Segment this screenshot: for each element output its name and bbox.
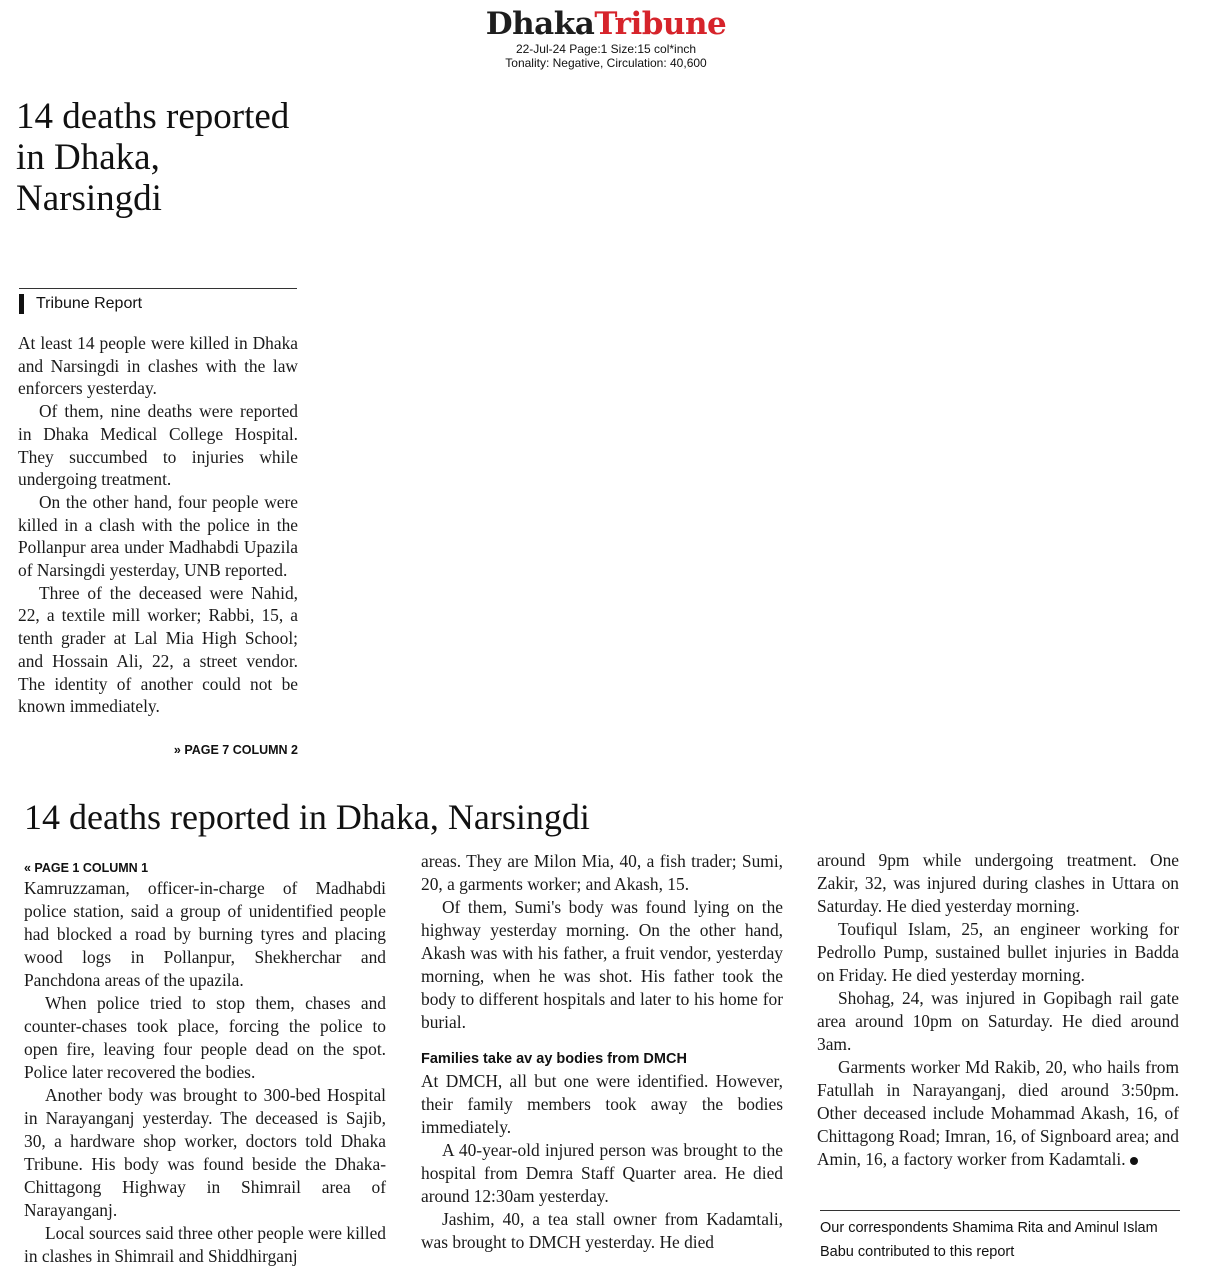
front-paragraph: Three of the deceased were Nahid, 22, a textile mill worker; Rabbi, 15, a tenth grader at Lal Mia High School; and Hossain Ali, 22, a street vendor. The identity of another could not be known immediately. bbox=[18, 582, 298, 717]
logo-tribune-text: Tribune bbox=[594, 6, 727, 42]
clipping-meta-tonality: Tonality: Negative, Circulation: 40,600 bbox=[505, 56, 707, 70]
clipping-meta bbox=[0, 42, 1212, 70]
credit-rule bbox=[820, 1210, 1180, 1211]
col3-last-paragraph-text: Garments worker Md Rakib, 20, who hails from Fatullah in Narayanganj, died around 3:50pm. Other deceased include Mohammad Akash, 16, of Chittagong Road; Imran, 16, of Signboard area; and Amin, 16, a factory worker from Kadamtali. bbox=[817, 1057, 1179, 1169]
col2-paragraph: Jashim, 40, a tea stall owner from Kadamtali, was brought to DMCH yesterday. He died bbox=[421, 1209, 783, 1252]
col1-paragraph: Another body was brought to 300-bed Hospital in Narayanganj yesterday. The deceased is Sajib, 30, a hardware shop worker, doctors told Dhaka Tribune. His body was found beside the Dhaka-Chittagong Highway in Shimrail area of Narayanganj. bbox=[24, 1085, 386, 1220]
col1-paragraph: Kamruzzaman, officer-in-charge of Madhabdi police station, said a group of unidentified people had blocked a road by burning tyres and placing wood logs in Pollanpur, Shekherchar and Panchdona areas of the upazila. bbox=[24, 878, 386, 990]
end-of-story-bullet-icon bbox=[1130, 1157, 1138, 1165]
col3-paragraph: around 9pm while undergoing treatment. One Zakir, 32, was injured during clashes in Uttara on Saturday. He died yesterday morning. bbox=[817, 850, 1179, 916]
subheading: Families take av ay bodies from DMCH bbox=[421, 1051, 687, 1067]
jump-to-page7: » PAGE 7 COLUMN 2 bbox=[173, 743, 298, 757]
col3-paragraph: Toufiqul Islam, 25, an engineer working for Pedrollo Pump, sustained bullet injuries in Badda on Friday. He died yesterday morning. bbox=[817, 919, 1179, 985]
col2-paragraph: At DMCH, all but one were identified. However, their family members took away the bodies immediately. bbox=[421, 1071, 783, 1137]
col2-paragraph: Of them, Sumi's body was found lying on the highway yesterday morning. On the other hand, Akash was with his father, a fruit vendor, yesterday morning, when he was shot. His father took the body to different hospitals and later to his home for burial. bbox=[421, 897, 783, 1032]
byline-rule bbox=[19, 288, 297, 289]
column-3 bbox=[817, 849, 1179, 1171]
logo-dhaka-text: Dhaka bbox=[485, 6, 595, 42]
front-paragraph: On the other hand, four people were killed in a clash with the police in the Pollanpur area under Madhabdi Upazila of Narsingdi yesterday, UNB reported. bbox=[18, 491, 298, 581]
front-paragraph: At least 14 people were killed in Dhaka and Narsingdi in clashes with the law enforcers yesterday. bbox=[18, 333, 298, 399]
front-article-body bbox=[18, 332, 298, 718]
clipping-meta-date-page: 22-Jul-24 Page:1 Size:15 col*inch bbox=[515, 42, 697, 56]
column-2 bbox=[421, 850, 783, 1254]
dhaka-tribune-logo bbox=[486, 6, 726, 42]
col2-paragraph: A 40-year-old injured person was brought to the hospital from Demra Staff Quarter area. He died around 12:30am yesterday. bbox=[421, 1140, 783, 1206]
masthead bbox=[0, 6, 1212, 70]
inside-headline: 14 deaths reported in Dhaka, Narsingdi bbox=[24, 797, 590, 837]
col3-paragraph bbox=[817, 1056, 1179, 1171]
column-1 bbox=[24, 860, 386, 1268]
col2-paragraph: areas. They are Milon Mia, 40, a fish trader; Sumi, 20, a garments worker; and Akash, 15. bbox=[421, 851, 783, 894]
col3-paragraph: Shohag, 24, was injured in Gopibagh rail gate area around 10pm on Saturday. He died around 3am. bbox=[817, 988, 1179, 1054]
front-headline: 14 deaths reported in Dhaka, Narsingdi bbox=[16, 96, 290, 219]
front-paragraph: Of them, nine deaths were reported in Dhaka Medical College Hospital. They succumbed to injuries while undergoing treatment. bbox=[18, 401, 298, 490]
col1-paragraph: When police tried to stop them, chases and counter-chases took place, forcing the police to open fire, leaving four people dead on the spot. Police later recovered the bodies. bbox=[24, 993, 386, 1082]
jump-from-page1: « PAGE 1 COLUMN 1 bbox=[24, 861, 149, 875]
contributor-credit: Our correspondents Shamima Rita and Aminul Islam Babu contributed to this report bbox=[820, 1220, 1158, 1260]
byline: Tribune Report bbox=[19, 294, 297, 314]
col1-paragraph: Local sources said three other people were killed in clashes in Shimrail and Shiddhirganj bbox=[24, 1223, 386, 1266]
